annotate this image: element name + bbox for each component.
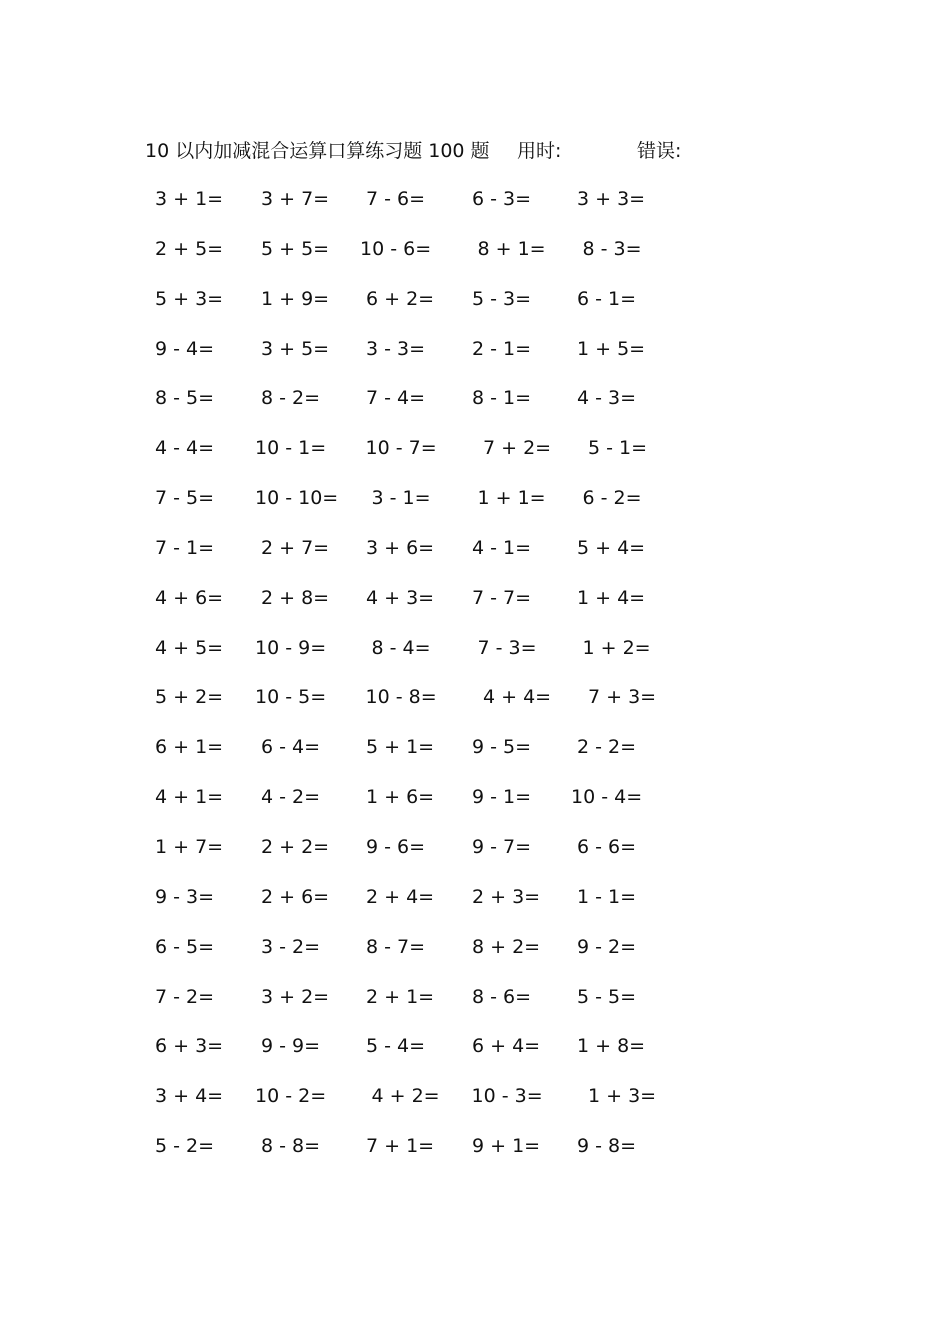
problem-item: 9 - 5=	[472, 736, 532, 759]
problem-item: 2 + 6=	[261, 885, 330, 908]
problem-item: 4 - 2=	[261, 786, 321, 809]
problem-item: 3 + 1=	[155, 188, 224, 210]
problem-row	[0, 534, 950, 584]
problem-item: 3 + 2=	[261, 985, 330, 1008]
problem-item: 4 + 3=	[366, 586, 435, 609]
problem-item: 6 + 4=	[472, 1035, 541, 1058]
problem-item: 4 + 1=	[155, 786, 224, 809]
problem-item: 7 - 1=	[155, 536, 215, 559]
problem-item: 6 + 3=	[155, 1035, 224, 1058]
problem-item: 9 - 4=	[155, 337, 215, 360]
problem-row	[0, 683, 950, 733]
problem-item: 5 - 2=	[155, 1135, 215, 1158]
problem-item: 8 - 2=	[261, 387, 321, 410]
problem-item: 1 + 1=	[477, 487, 546, 510]
problem-item: 4 + 5=	[155, 636, 224, 659]
problem-item: 7 - 7=	[472, 586, 532, 609]
problem-item: 6 - 4=	[261, 736, 321, 759]
problem-row	[0, 335, 950, 385]
problem-item: 8 - 8=	[261, 1135, 321, 1158]
problem-item: 4 - 4=	[155, 437, 215, 460]
problem-item: 2 + 5=	[155, 237, 224, 260]
problem-item: 9 - 2=	[577, 935, 637, 958]
problem-item: 5 - 5=	[577, 985, 637, 1008]
problem-item: 9 - 7=	[472, 835, 532, 858]
problem-item: 7 - 5=	[155, 487, 215, 510]
problem-item: 4 + 6=	[155, 586, 224, 609]
problem-item: 2 - 2=	[577, 736, 637, 759]
problem-row	[0, 883, 950, 933]
problem-item: 8 + 2=	[472, 935, 541, 958]
problem-item: 2 + 8=	[261, 586, 330, 609]
problem-item: 8 - 5=	[155, 387, 215, 410]
problem-item: 10 - 7=	[365, 437, 437, 460]
problem-item: 7 - 2=	[155, 985, 215, 1008]
problem-item: 10 - 2=	[255, 1085, 327, 1108]
problem-item: 7 - 6=	[366, 188, 426, 210]
problem-item: 9 - 8=	[577, 1135, 637, 1158]
problem-item: 4 + 2=	[371, 1085, 440, 1108]
problem-item: 6 - 1=	[577, 287, 637, 310]
problem-item: 7 + 3=	[588, 686, 657, 709]
errors-label: 错误:	[637, 140, 682, 162]
problem-item: 2 - 1=	[472, 337, 532, 360]
problem-item: 2 + 2=	[261, 835, 330, 858]
problem-item: 10 - 10=	[255, 487, 339, 510]
problem-row	[0, 434, 950, 484]
problem-item: 7 + 2=	[483, 437, 552, 460]
problem-item: 2 + 4=	[366, 885, 435, 908]
problem-row	[0, 285, 950, 335]
problem-item: 10 - 4=	[571, 786, 643, 809]
problem-item: 1 + 7=	[155, 835, 224, 858]
problem-item: 6 - 2=	[582, 487, 642, 510]
problem-item: 7 - 4=	[366, 387, 426, 410]
problem-item: 2 + 3=	[472, 885, 541, 908]
problem-item: 3 + 5=	[261, 337, 330, 360]
problem-item: 1 + 2=	[582, 636, 651, 659]
problem-row	[0, 1032, 950, 1082]
problem-item: 6 + 1=	[155, 736, 224, 759]
problem-item: 9 - 1=	[472, 786, 532, 809]
problem-item: 10 - 9=	[255, 636, 327, 659]
problem-item: 5 + 5=	[261, 237, 330, 260]
problem-item: 4 - 1=	[472, 536, 532, 559]
problem-item: 1 + 8=	[577, 1035, 646, 1058]
problem-item: 5 - 4=	[366, 1035, 426, 1058]
problem-row	[0, 733, 950, 783]
problem-item: 10 - 5=	[255, 686, 327, 709]
problem-row	[0, 634, 950, 684]
problem-item: 4 - 3=	[577, 387, 637, 410]
problem-item: 3 - 3=	[366, 337, 426, 360]
problem-item: 2 + 7=	[261, 536, 330, 559]
problem-item: 10 - 1=	[255, 437, 327, 460]
problem-item: 5 - 1=	[588, 437, 648, 460]
problem-item: 10 - 3=	[471, 1085, 543, 1108]
problem-row	[0, 235, 950, 285]
problem-item: 5 + 3=	[155, 287, 224, 310]
problem-item: 5 + 1=	[366, 736, 435, 759]
problem-item: 6 - 5=	[155, 935, 215, 958]
problem-item: 8 - 7=	[366, 935, 426, 958]
problem-item: 8 + 1=	[477, 237, 546, 260]
problem-row	[0, 983, 950, 1033]
problem-item: 8 - 4=	[371, 636, 431, 659]
worksheet-title: 10 以内加减混合运算口算练习题 100 题	[145, 140, 490, 162]
problem-item: 1 + 9=	[261, 287, 330, 310]
problem-item: 5 + 4=	[577, 536, 646, 559]
problem-item: 8 - 6=	[472, 985, 532, 1008]
problem-item: 3 + 4=	[155, 1085, 224, 1108]
problem-item: 9 - 9=	[261, 1035, 321, 1058]
problem-item: 7 - 3=	[477, 636, 537, 659]
problem-item: 9 - 3=	[155, 885, 215, 908]
problem-item: 7 + 1=	[366, 1135, 435, 1158]
problem-row	[0, 933, 950, 983]
problem-row	[0, 833, 950, 883]
problem-item: 10 - 6=	[360, 237, 432, 260]
problem-row	[0, 384, 950, 434]
problem-item: 3 + 3=	[577, 188, 646, 210]
problem-item: 5 - 3=	[472, 287, 532, 310]
problem-item: 9 - 6=	[366, 835, 426, 858]
problem-item: 9 + 1=	[472, 1135, 541, 1158]
problem-row	[0, 185, 950, 235]
problem-item: 10 - 8=	[365, 686, 437, 709]
problem-item: 1 + 4=	[577, 586, 646, 609]
problem-item: 4 + 4=	[483, 686, 552, 709]
problem-item: 1 + 5=	[577, 337, 646, 360]
problem-row	[0, 484, 950, 534]
problem-item: 3 - 1=	[371, 487, 431, 510]
problem-item: 1 - 1=	[577, 885, 637, 908]
problem-item: 3 + 6=	[366, 536, 435, 559]
problem-row	[0, 783, 950, 833]
problem-item: 8 - 1=	[472, 387, 532, 410]
problem-item: 6 + 2=	[366, 287, 435, 310]
problem-item: 6 - 6=	[577, 835, 637, 858]
problem-item: 8 - 3=	[582, 237, 642, 260]
problem-grid	[0, 185, 950, 1182]
problem-row	[0, 1082, 950, 1132]
problem-item: 1 + 3=	[588, 1085, 657, 1108]
problem-item: 2 + 1=	[366, 985, 435, 1008]
problem-row	[0, 584, 950, 634]
problem-item: 1 + 6=	[366, 786, 435, 809]
problem-item: 6 - 3=	[472, 188, 532, 210]
time-label: 用时:	[517, 140, 562, 162]
problem-item: 3 - 2=	[261, 935, 321, 958]
problem-item: 3 + 7=	[261, 188, 330, 210]
problem-item: 5 + 2=	[155, 686, 224, 709]
problem-row	[0, 1132, 950, 1182]
